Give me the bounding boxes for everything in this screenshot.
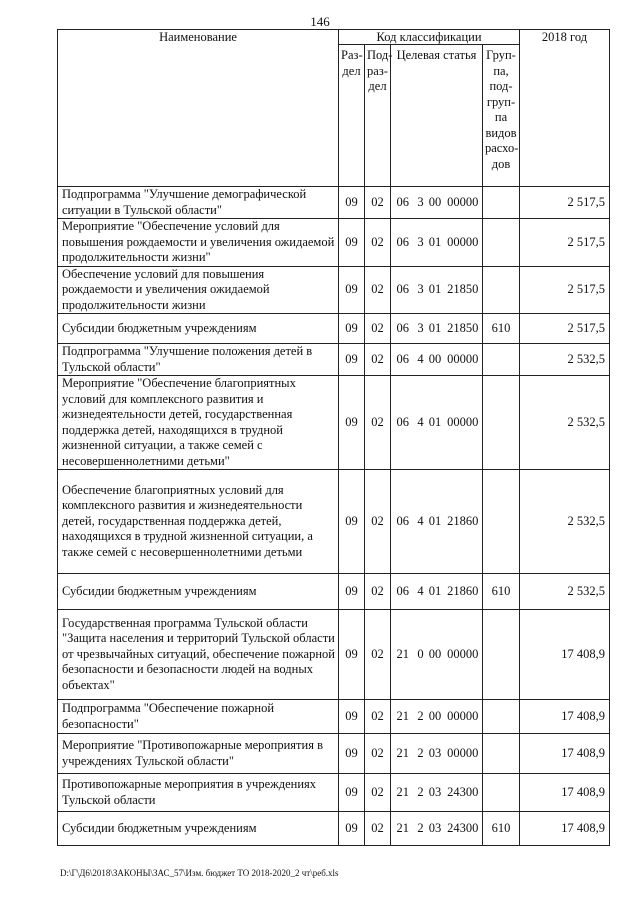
row-target-measure: 00	[427, 700, 444, 734]
row-amount: 2 532,5	[520, 344, 610, 376]
row-target-subprogram: 2	[415, 734, 427, 774]
row-podrazdel: 02	[365, 574, 391, 610]
row-target-measure: 01	[427, 574, 444, 610]
row-target-measure: 00	[427, 610, 444, 700]
row-podrazdel: 02	[365, 700, 391, 734]
header-classification: Код классификации	[339, 30, 520, 45]
row-target-subprogram: 3	[415, 187, 427, 219]
budget-table	[57, 29, 610, 846]
row-name: Обеспечение условий для повышения рождаемости и увеличения ожидаемой продолжительности жизни	[58, 266, 339, 314]
row-razdel: 09	[339, 574, 365, 610]
row-target-program: 21	[391, 700, 415, 734]
row-name: Субсидии бюджетным учреждениям	[58, 812, 339, 846]
table-row	[58, 610, 610, 700]
row-name: Субсидии бюджетным учреждениям	[58, 574, 339, 610]
row-name: Субсидии бюджетным учреждениям	[58, 314, 339, 344]
row-expense-group	[483, 610, 520, 700]
row-target-measure: 03	[427, 774, 444, 812]
row-podrazdel: 02	[365, 219, 391, 267]
table-row	[58, 219, 610, 267]
row-podrazdel: 02	[365, 812, 391, 846]
row-amount: 2 532,5	[520, 470, 610, 574]
row-amount: 17 408,9	[520, 734, 610, 774]
row-amount: 2 517,5	[520, 266, 610, 314]
row-podrazdel: 02	[365, 734, 391, 774]
row-expense-group: 610	[483, 574, 520, 610]
row-razdel: 09	[339, 187, 365, 219]
row-expense-group	[483, 344, 520, 376]
row-amount: 17 408,9	[520, 774, 610, 812]
row-podrazdel: 02	[365, 266, 391, 314]
row-razdel: 09	[339, 734, 365, 774]
row-razdel: 09	[339, 774, 365, 812]
row-expense-group	[483, 266, 520, 314]
table-row	[58, 187, 610, 219]
row-podrazdel: 02	[365, 314, 391, 344]
row-target-direction: 00000	[444, 610, 483, 700]
row-target-direction: 00000	[444, 734, 483, 774]
row-razdel: 09	[339, 812, 365, 846]
row-target-subprogram: 4	[415, 470, 427, 574]
row-target-program: 06	[391, 219, 415, 267]
row-amount: 2 517,5	[520, 314, 610, 344]
header-target-article: Целевая статья	[391, 45, 483, 187]
row-target-direction: 21860	[444, 574, 483, 610]
row-target-program: 21	[391, 610, 415, 700]
row-amount: 2 517,5	[520, 187, 610, 219]
table-row	[58, 266, 610, 314]
row-target-subprogram: 4	[415, 574, 427, 610]
row-target-measure: 01	[427, 314, 444, 344]
row-target-direction: 21850	[444, 314, 483, 344]
row-target-direction: 21850	[444, 266, 483, 314]
row-razdel: 09	[339, 314, 365, 344]
row-amount: 2 517,5	[520, 219, 610, 267]
row-target-direction: 21860	[444, 470, 483, 574]
row-target-subprogram: 2	[415, 774, 427, 812]
row-target-program: 06	[391, 574, 415, 610]
row-amount: 17 408,9	[520, 610, 610, 700]
row-target-measure: 01	[427, 266, 444, 314]
row-amount: 2 532,5	[520, 574, 610, 610]
row-name: Государственная программа Тульской области "Защита населения и территорий Тульской области от чрезвычайных ситуаций, обеспечение пожарной безопасности и безопасности людей на водных объектах"	[58, 610, 339, 700]
header-name: Наименование	[58, 30, 339, 187]
table-row	[58, 376, 610, 470]
row-amount: 2 532,5	[520, 376, 610, 470]
row-expense-group	[483, 376, 520, 470]
row-expense-group	[483, 734, 520, 774]
row-target-program: 06	[391, 344, 415, 376]
row-target-direction: 24300	[444, 812, 483, 846]
header-razdel: Раз- дел	[339, 45, 365, 187]
row-target-direction: 24300	[444, 774, 483, 812]
row-name: Подпрограмма "Улучшение демографической ситуации в Тульской области"	[58, 187, 339, 219]
row-target-subprogram: 2	[415, 812, 427, 846]
row-name: Мероприятие "Обеспечение условий для повышения рождаемости и увеличения ожидаемой продолжительности жизни"	[58, 219, 339, 267]
row-expense-group	[483, 700, 520, 734]
row-target-program: 21	[391, 734, 415, 774]
row-podrazdel: 02	[365, 470, 391, 574]
row-target-measure: 01	[427, 219, 444, 267]
row-target-measure: 00	[427, 344, 444, 376]
row-expense-group	[483, 187, 520, 219]
row-expense-group	[483, 470, 520, 574]
row-razdel: 09	[339, 376, 365, 470]
table-row	[58, 734, 610, 774]
row-razdel: 09	[339, 344, 365, 376]
table-row	[58, 812, 610, 846]
row-target-program: 21	[391, 812, 415, 846]
row-name: Противопожарные мероприятия в учреждениях Тульской области	[58, 774, 339, 812]
page-number: 146	[310, 14, 330, 29]
row-expense-group	[483, 219, 520, 267]
row-target-subprogram: 4	[415, 344, 427, 376]
row-razdel: 09	[339, 700, 365, 734]
row-razdel: 09	[339, 219, 365, 267]
row-target-program: 06	[391, 266, 415, 314]
row-expense-group	[483, 774, 520, 812]
table-row	[58, 574, 610, 610]
header-year: 2018 год	[520, 30, 610, 187]
row-target-direction: 00000	[444, 187, 483, 219]
row-target-subprogram: 3	[415, 314, 427, 344]
row-target-subprogram: 2	[415, 700, 427, 734]
row-target-subprogram: 4	[415, 376, 427, 470]
row-target-program: 06	[391, 187, 415, 219]
table-row	[58, 470, 610, 574]
file-path-footer: D:\Г\Д6\2018\ЗАКОНЫ\ЗАС_57\Изм. бюджет ТО 2018-2020_2 чт\рeб.xls	[60, 868, 339, 878]
table-row	[58, 344, 610, 376]
row-podrazdel: 02	[365, 376, 391, 470]
row-name: Обеспечение благоприятных условий для комплексного развития и жизнедеятельности детей, государственная поддержка детей, находящихся в трудной жизненной ситуации, а также семей с несовершеннолетними детьми	[58, 470, 339, 574]
row-target-program: 21	[391, 774, 415, 812]
row-target-direction: 00000	[444, 376, 483, 470]
header-podrazdel: Под- раз- дел	[365, 45, 391, 187]
table-row	[58, 700, 610, 734]
header-expense-group: Груп- па, под- груп- па видов расхо- дов	[483, 45, 520, 187]
table-row	[58, 314, 610, 344]
row-target-direction: 00000	[444, 700, 483, 734]
row-target-program: 06	[391, 376, 415, 470]
row-target-direction: 00000	[444, 219, 483, 267]
row-target-subprogram: 3	[415, 266, 427, 314]
row-expense-group: 610	[483, 314, 520, 344]
row-target-subprogram: 0	[415, 610, 427, 700]
row-target-measure: 01	[427, 470, 444, 574]
row-target-program: 06	[391, 470, 415, 574]
row-razdel: 09	[339, 610, 365, 700]
row-amount: 17 408,9	[520, 812, 610, 846]
row-name: Мероприятие "Противопожарные мероприятия в учреждениях Тульской области"	[58, 734, 339, 774]
row-target-subprogram: 3	[415, 219, 427, 267]
row-target-measure: 03	[427, 734, 444, 774]
row-expense-group: 610	[483, 812, 520, 846]
row-target-measure: 00	[427, 187, 444, 219]
row-target-direction: 00000	[444, 344, 483, 376]
row-razdel: 09	[339, 266, 365, 314]
row-target-measure: 03	[427, 812, 444, 846]
row-name: Мероприятие "Обеспечение благоприятных условий для комплексного развития и жизнедеятельности детей, государственная поддержка детей, находящихся в трудной жизненной ситуации, а также семей с несовершеннолетними детьми"	[58, 376, 339, 470]
row-target-measure: 01	[427, 376, 444, 470]
row-podrazdel: 02	[365, 187, 391, 219]
row-target-program: 06	[391, 314, 415, 344]
table-row	[58, 774, 610, 812]
row-amount: 17 408,9	[520, 700, 610, 734]
row-razdel: 09	[339, 470, 365, 574]
row-podrazdel: 02	[365, 344, 391, 376]
row-podrazdel: 02	[365, 610, 391, 700]
row-podrazdel: 02	[365, 774, 391, 812]
row-name: Подпрограмма "Улучшение положения детей в Тульской области"	[58, 344, 339, 376]
row-name: Подпрограмма "Обеспечение пожарной безопасности"	[58, 700, 339, 734]
